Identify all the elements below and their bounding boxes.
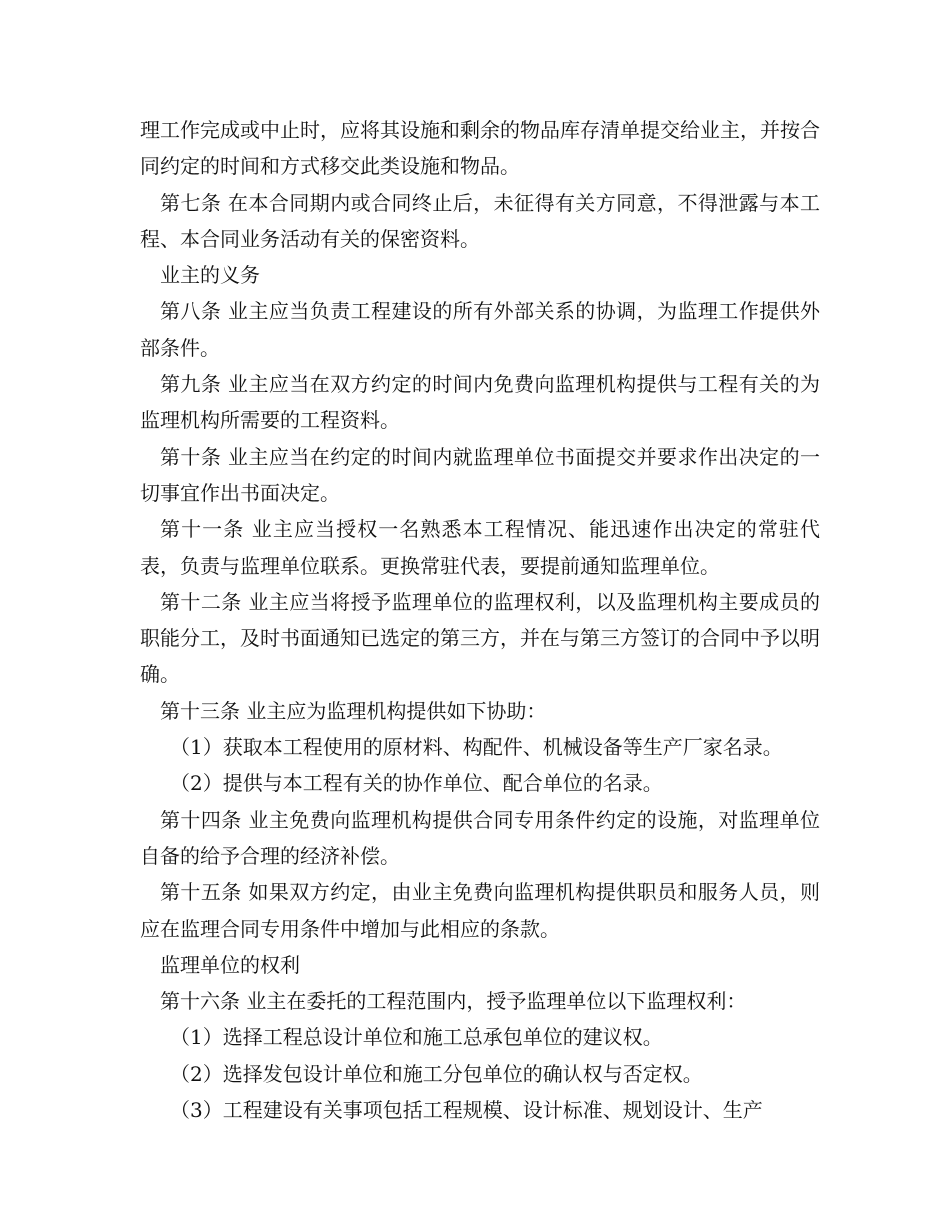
paragraph-article-8: 第八条 业主应当负责工程建设的所有外部关系的协调，为监理工作提供外部条件。 xyxy=(140,299,820,360)
list-item-13-1: （1）获取本工程使用的原材料、构配件、机械设备等生产厂家名录。 xyxy=(170,735,783,760)
paragraph-article-16: 第十六条 业主在委托的工程范围内，授予监理单位以下监理权利： xyxy=(160,989,747,1014)
section-heading-owner-obligations: 业主的义务 xyxy=(160,263,260,288)
paragraph-article-13: 第十三条 业主应为监理机构提供如下协助： xyxy=(160,698,547,723)
paragraph-article-15: 第十五条 如果双方约定，由业主免费向监理机构提供职员和服务人员，则应在监理合同专用条件中增加与此相应的条款。 xyxy=(140,880,820,941)
paragraph-article-14: 第十四条 业主免费向监理机构提供合同专用条件约定的设施，对监理单位自备的给予合理的经济补偿。 xyxy=(140,807,820,868)
paragraph-article-7: 第七条 在本合同期内或合同终止后，未征得有关方同意，不得泄露与本工程、本合同业务活动有关的保密资料。 xyxy=(140,190,820,251)
paragraph-continuation: 理工作完成或中止时，应将其设施和剩余的物品库存清单提交给业主，并按合同约定的时间和方式移交此类设施和物品。 xyxy=(140,118,820,179)
list-item-13-2: （2）提供与本工程有关的协作单位、配合单位的名录。 xyxy=(170,771,663,796)
paragraph-article-10: 第十条 业主应当在约定的时间内就监理单位书面提交并要求作出决定的一切事宜作出书面决定。 xyxy=(140,444,820,505)
list-item-16-1: （1）选择工程总设计单位和施工总承包单位的建议权。 xyxy=(170,1025,663,1050)
list-item-16-2: （2）选择发包设计单位和施工分包单位的确认权与否定权。 xyxy=(170,1061,703,1086)
section-heading-supervisor-rights: 监理单位的权利 xyxy=(160,952,300,977)
paragraph-article-12: 第十二条 业主应当将授予监理单位的监理权利，以及监理机构主要成员的职能分工，及时书面通知已选定的第三方，并在与第三方签订的合同中予以明确。 xyxy=(140,589,820,687)
paragraph-article-11: 第十一条 业主应当授权一名熟悉本工程情况、能迅速作出决定的常驻代表，负责与监理单位联系。更换常驻代表，要提前通知监理单位。 xyxy=(140,517,820,578)
document-body xyxy=(140,112,820,1128)
paragraph-article-9: 第九条 业主应当在双方约定的时间内免费向监理机构提供与工程有关的为监理机构所需要的工程资料。 xyxy=(140,372,820,433)
list-item-16-3: （3）工程建设有关事项包括工程规模、设计标准、规划设计、生产 xyxy=(170,1098,763,1123)
